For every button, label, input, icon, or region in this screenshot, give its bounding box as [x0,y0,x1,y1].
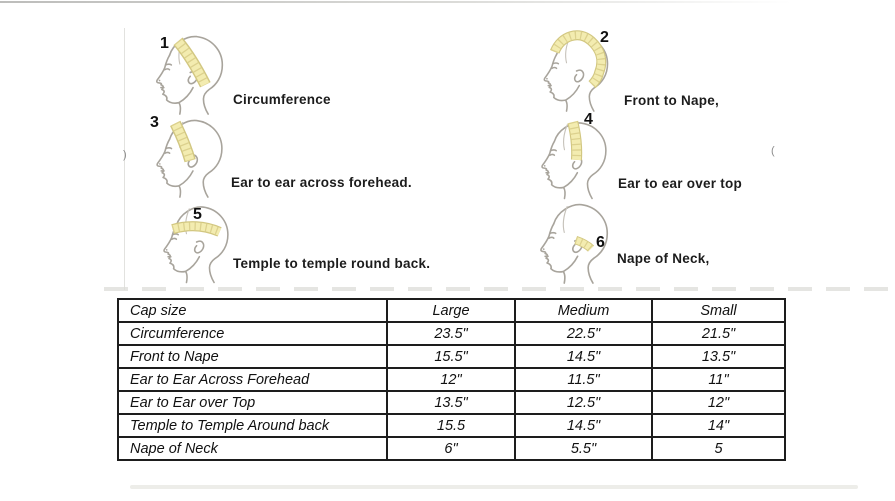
table-row [118,345,785,368]
scan-smudge-below-table [130,485,858,489]
tape-band-nape-of-neck [576,240,591,249]
figure-number-6: 6 [596,234,605,251]
table-row [118,391,785,414]
size-cell: 12.5" [515,391,652,414]
size-cell: 14.5" [515,414,652,437]
scan-mark-right: ( [771,145,775,157]
table-row [118,322,785,345]
size-cell: 14" [652,414,785,437]
row-label: Ear to Ear Across Forehead [118,368,387,391]
cap-size-table [117,298,786,461]
tape-band-temple-to-temple [173,226,220,232]
size-cell: 6" [387,437,515,460]
scan-smudge-above-table [104,287,890,291]
figure-number-4: 4 [584,111,593,128]
size-cell: 23.5" [387,322,515,345]
row-label: Circumference [118,322,387,345]
head-diagram-circumference [138,30,233,115]
tape-band-front-to-nape [555,35,602,84]
table-header-row [118,299,785,322]
table-row [118,368,785,391]
table-row [118,437,785,460]
size-cell: 15.5" [387,345,515,368]
size-cell: 15.5 [387,414,515,437]
tape-band-ear-to-ear-over-top [573,122,577,160]
row-label: Nape of Neck [118,437,387,460]
size-cell: 11.5" [515,368,652,391]
row-label: Temple to Temple Around back [118,414,387,437]
figure-number-2: 2 [600,29,609,46]
row-label: Front to Nape [118,345,387,368]
figure-label-front-to-nape: Front to Nape, [624,93,719,108]
figure-number-3: 3 [150,114,159,131]
figure-label-ear-to-ear-across-forehead: Ear to ear across forehead. [231,175,412,190]
tape-band-ear-to-ear-across-forehead [175,123,190,160]
size-cell: 22.5" [515,322,652,345]
row-label: Ear to Ear over Top [118,391,387,414]
size-cell: 11" [652,368,785,391]
size-cell: 13.5" [387,391,515,414]
table-row [118,414,785,437]
tape-band-circumference [178,41,205,84]
figure-label-temple-to-temple: Temple to temple round back. [233,256,431,271]
scan-edge-line-top [0,1,792,3]
size-cell: 21.5" [652,322,785,345]
size-cell: 12" [652,391,785,414]
col-header-cap-size: Cap size [118,299,387,322]
size-cell: 14.5" [515,345,652,368]
size-cell: 5.5" [515,437,652,460]
size-cell: 13.5" [652,345,785,368]
scan-mark-left: ) [123,149,127,161]
figure-label-circumference: Circumference [233,92,331,107]
figure-label-nape-of-neck: Nape of Neck, [617,251,710,266]
head-diagram-temple-to-temple [146,200,238,284]
size-cell: 5 [652,437,785,460]
col-header-large: Large [387,299,515,322]
head-diagram-ear-to-ear-over-top [524,116,616,200]
col-header-small: Small [652,299,785,322]
figure-number-1: 1 [160,35,169,52]
figure-number-5: 5 [193,206,202,223]
figure-label-ear-to-ear-over-top: Ear to ear over top [618,176,743,191]
col-header-medium: Medium [515,299,652,322]
size-cell: 12" [387,368,515,391]
